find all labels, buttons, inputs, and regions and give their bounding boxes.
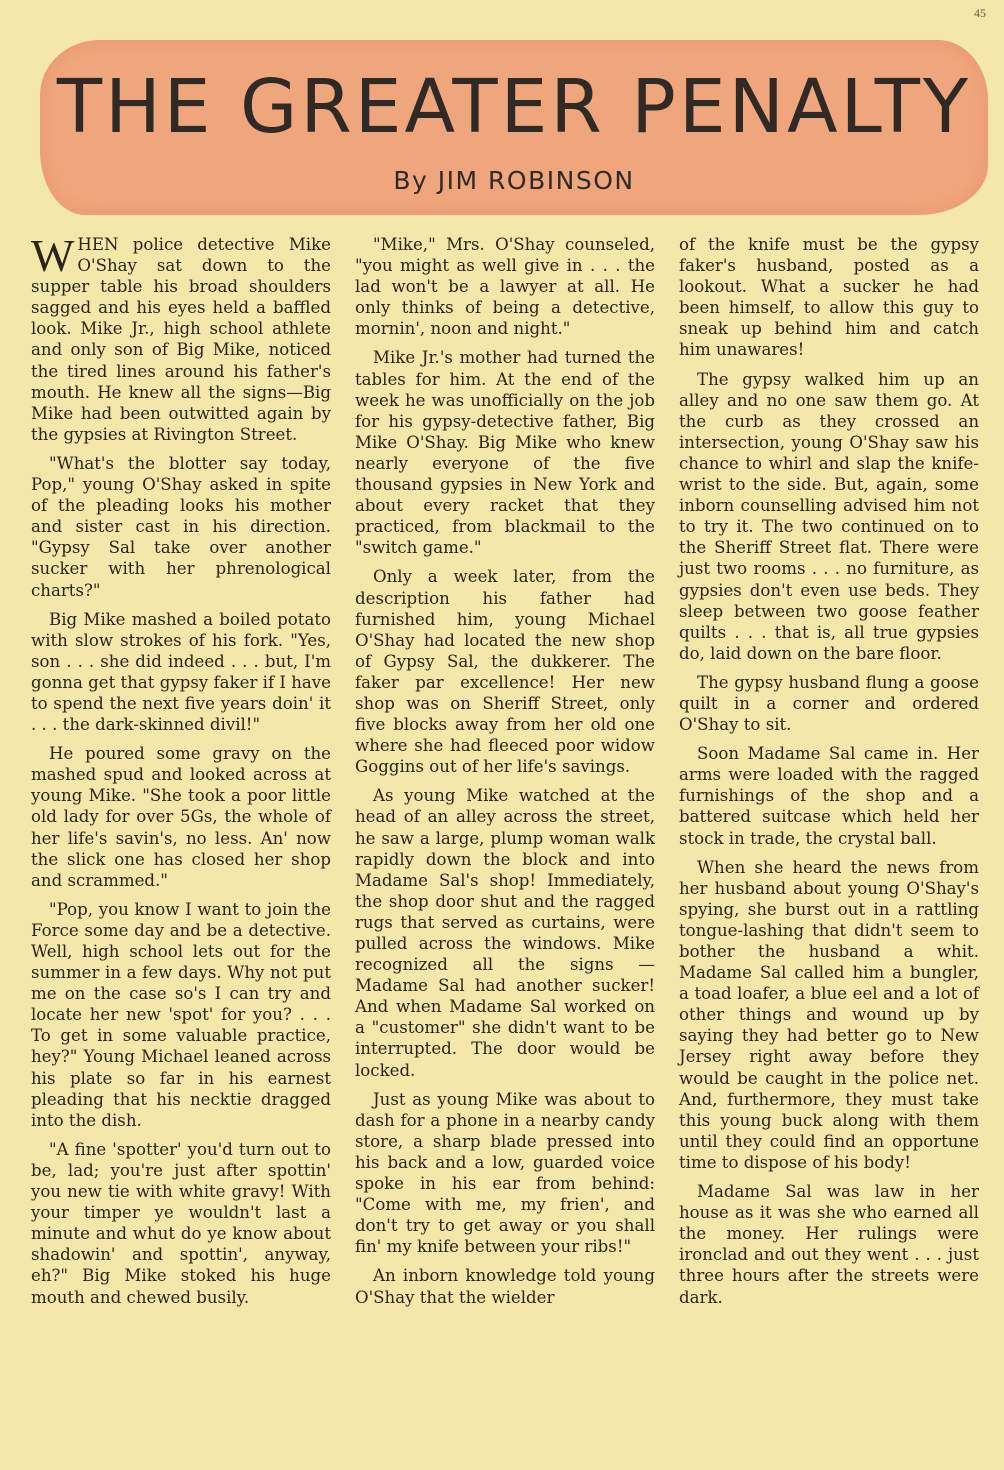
column-1 bbox=[31, 230, 331, 1452]
page-number: 45 bbox=[974, 6, 986, 20]
paragraph: Only a week later, from the description his father had furnished him, young Michael O'Shay had located the new shop of Gypsy Sal, the dukkerer. The faker par excellence! Her new shop was on Sheriff Street, only five blocks away from her old one where she had fleeced poor widow Goggins out of her life's savings. bbox=[355, 567, 655, 777]
drop-cap: W bbox=[31, 230, 75, 281]
paragraph bbox=[31, 230, 331, 445]
paragraph: "A fine 'spotter' you'd turn out to be, lad; you're just after spottin' you new tie with white gravy! With your timper ye wouldn't last a minute and whut do ye know about shadowin' and spottin', anyway, eh?" Big Mike stoked his huge mouth and chewed busily. bbox=[31, 1139, 331, 1307]
paragraph: "Mike," Mrs. O'Shay counseled, "you might as well give in . . . the lad won't be a lawyer at all. He only thinks of being a detective, mornin', noon and night." bbox=[355, 235, 655, 339]
paragraph: Just as young Mike was about to dash for a phone in a nearby candy store, a sharp blade pressed into his back and a low, guarded voice spoke in his ear from behind: "Come with me, my frien', and don't try to get away or you shall fin' my knife between your ribs!" bbox=[355, 1089, 655, 1257]
paragraph: An inborn knowledge told young O'Shay that the wielder bbox=[355, 1266, 655, 1307]
paragraph: As young Mike watched at the head of an alley across the street, he saw a large, plump woman walk rapidly down the block and into Madame Sal's shop! Immediately, the shop door shut and the ragged rugs that served as curtains, were pulled across the windows. Mike recognized all the signs — Madame Sal had another sucker! And when Madame Sal worked on a "customer" she didn't want to be interrupted. The door would be locked. bbox=[355, 786, 655, 1080]
paragraph: "What's the blotter say today, Pop," young O'Shay asked in spite of the pleading looks his mother and sister cast in his direction. "Gypsy Sal take over another sucker with her phrenological charts?" bbox=[31, 453, 331, 600]
story-columns bbox=[31, 230, 979, 1452]
paragraph-text: HEN police detective Mike O'Shay sat down to the supper table his broad shoulders sagged and his eyes held a baffled look. Mike Jr., high school athlete and only son of Big Mike, noticed the tired lines around his father's mouth. He knew all the signs—Big Mike had been outwitted again by the gypsies at Rivington Street. bbox=[31, 235, 331, 444]
column-2 bbox=[355, 234, 655, 1452]
story-title: THE GREATER PENALTY bbox=[56, 64, 972, 150]
story-byline: By JIM ROBINSON bbox=[393, 166, 635, 195]
paragraph: "Pop, you know I want to join the Force some day and be a detective. Well, high school lets out for the summer in a few days. Why not put me on the case so's I can try and locate her new 'spot' for you? . . . To get in some valuable practice, hey?" Young Michael leaned across his plate so far in his earnest pleading that his necktie dragged into the dish. bbox=[31, 899, 331, 1130]
paragraph: Big Mike mashed a boiled potato with slow strokes of his fork. "Yes, son . . . she did indeed . . . but, I'm gonna get that gypsy faker if I have to spend the next five years doin' it . . . the dark-skinned divil!" bbox=[31, 609, 331, 735]
column-3 bbox=[679, 234, 979, 1452]
paragraph: The gypsy walked him up an alley and no one saw them go. At the curb as they crossed an intersection, young O'Shay saw his chance to whirl and slap the knife-wrist to the side. But, again, some inborn counselling advised him not to try it. The two continued on to the Sheriff Street flat. There were just two rooms . . . no furniture, as gypsies don't even use beds. They sleep between two goose feather quilts . . . that is, all true gypsies do, laid down on the bare floor. bbox=[679, 369, 979, 663]
paragraph: He poured some gravy on the mashed spud and looked across at young Mike. "She took a poor little old lady for over 5Gs, the whole of her life's savin's, no less. An' now the slick one has closed her shop and scrammed." bbox=[31, 744, 331, 890]
paragraph: Mike Jr.'s mother had turned the tables for him. At the end of the week he was unofficially on the job for his gypsy-detective father, Big Mike O'Shay. Big Mike who knew nearly everyone of the five thousand gypsies in New York and about every racket that they practiced, from blackmail to the "switch game." bbox=[355, 348, 655, 558]
paragraph: of the knife must be the gypsy faker's husband, posted as a lookout. What a sucker he had been himself, to allow this guy to sneak up behind him and catch him unawares! bbox=[679, 235, 979, 360]
paragraph: Madame Sal was law in her house as it was she who earned all the money. Her rulings were ironclad and out they went . . . just three hours after the streets were dark. bbox=[679, 1182, 979, 1307]
paragraph: The gypsy husband flung a goose quilt in a corner and ordered O'Shay to sit. bbox=[679, 672, 979, 735]
paragraph: Soon Madame Sal came in. Her arms were loaded with the ragged furnishings of the shop and a battered suitcase which held her stock in trade, the crystal ball. bbox=[679, 744, 979, 848]
paragraph: When she heard the news from her husband about young O'Shay's spying, she burst out in a rattling tongue-lashing that didn't seem to bother the husband a whit. Madame Sal called him a bungler, a toad loafer, a blue eel and a lot of other things and wound up by saying they had better go to New Jersey right away before they would be caught in the police net. And, furthermore, they must take this young buck along with them until they could find an opportune time to dispose of his body! bbox=[679, 857, 979, 1172]
